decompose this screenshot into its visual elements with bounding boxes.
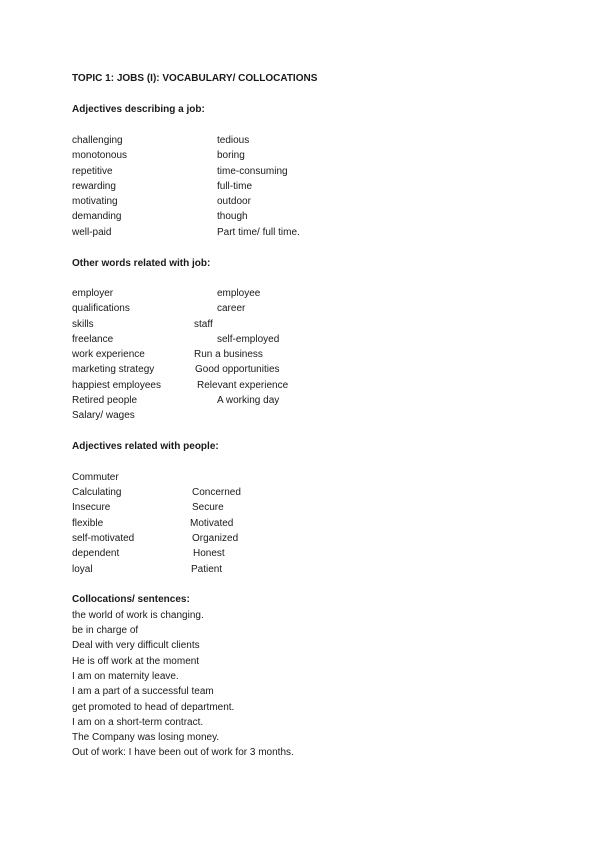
list-item: rewarding: [72, 181, 116, 192]
list-item: Out of work: I have been out of work for 3 months.: [72, 747, 294, 758]
list-item: I am on maternity leave.: [72, 671, 179, 682]
list-item: The Company was losing money.: [72, 732, 220, 743]
list-item: be in charge of: [72, 625, 139, 636]
list-item: time-consuming: [217, 166, 288, 177]
list-item: well-paid: [72, 227, 112, 238]
list-item: Honest: [193, 548, 225, 559]
list-item: Deal with very difficult clients: [72, 640, 200, 651]
list-item: get promoted to head of department.: [72, 702, 235, 713]
list-item: I am on a short-term contract.: [72, 717, 204, 728]
list-item: flexible: [72, 518, 104, 529]
list-item: Good opportunities: [195, 364, 280, 375]
list-item: Concerned: [192, 487, 241, 498]
list-item: Patient: [191, 564, 223, 575]
list-item: qualifications: [72, 303, 130, 314]
list-item: freelance: [72, 334, 114, 345]
list-item: I am a part of a successful team: [72, 686, 214, 697]
list-item: self-motivated: [72, 533, 135, 544]
list-item: full-time: [217, 181, 253, 192]
list-item: A working day: [217, 395, 280, 406]
list-item: Salary/ wages: [72, 410, 135, 421]
list-item: employee: [217, 288, 261, 299]
list-item: challenging: [72, 135, 123, 146]
list-item: boring: [217, 150, 245, 161]
list-item: tedious: [217, 135, 250, 146]
list-item: He is off work at the moment: [72, 656, 200, 667]
list-item: Part time/ full time.: [217, 227, 300, 238]
list-item: self-employed: [217, 334, 280, 345]
section-heading-other-words: Other words related with job:: [72, 258, 211, 269]
list-item: staff: [194, 319, 213, 330]
list-item: Run a business: [194, 349, 263, 360]
list-item: marketing strategy: [72, 364, 155, 375]
list-item: Commuter: [72, 472, 119, 483]
list-item: dependent: [72, 548, 120, 559]
section-heading-adjectives-job: Adjectives describing a job:: [72, 104, 205, 115]
list-item: Relevant experience: [197, 380, 289, 391]
list-item: repetitive: [72, 166, 113, 177]
list-item: monotonous: [72, 150, 128, 161]
list-item: Calculating: [72, 487, 122, 498]
list-item: employer: [72, 288, 114, 299]
list-item: Organized: [192, 533, 239, 544]
list-item: loyal: [72, 564, 93, 575]
section-heading-adjectives-people: Adjectives related with people:: [72, 441, 219, 452]
list-item: motivating: [72, 196, 118, 207]
list-item: demanding: [72, 211, 122, 222]
list-item: Insecure: [72, 502, 111, 513]
section-heading-collocations: Collocations/ sentences:: [72, 594, 190, 605]
list-item: skills: [72, 319, 94, 330]
list-item: Retired people: [72, 395, 138, 406]
list-item: Secure: [192, 502, 224, 513]
list-item: outdoor: [217, 196, 251, 207]
list-item: work experience: [72, 349, 145, 360]
list-item: Motivated: [190, 518, 234, 529]
page-title: TOPIC 1: JOBS (I): VOCABULARY/ COLLOCATIONS: [72, 73, 318, 84]
list-item: career: [217, 303, 246, 314]
list-item: happiest employees: [72, 380, 161, 391]
list-item: though: [217, 211, 248, 222]
list-item: the world of work is changing.: [72, 610, 204, 621]
